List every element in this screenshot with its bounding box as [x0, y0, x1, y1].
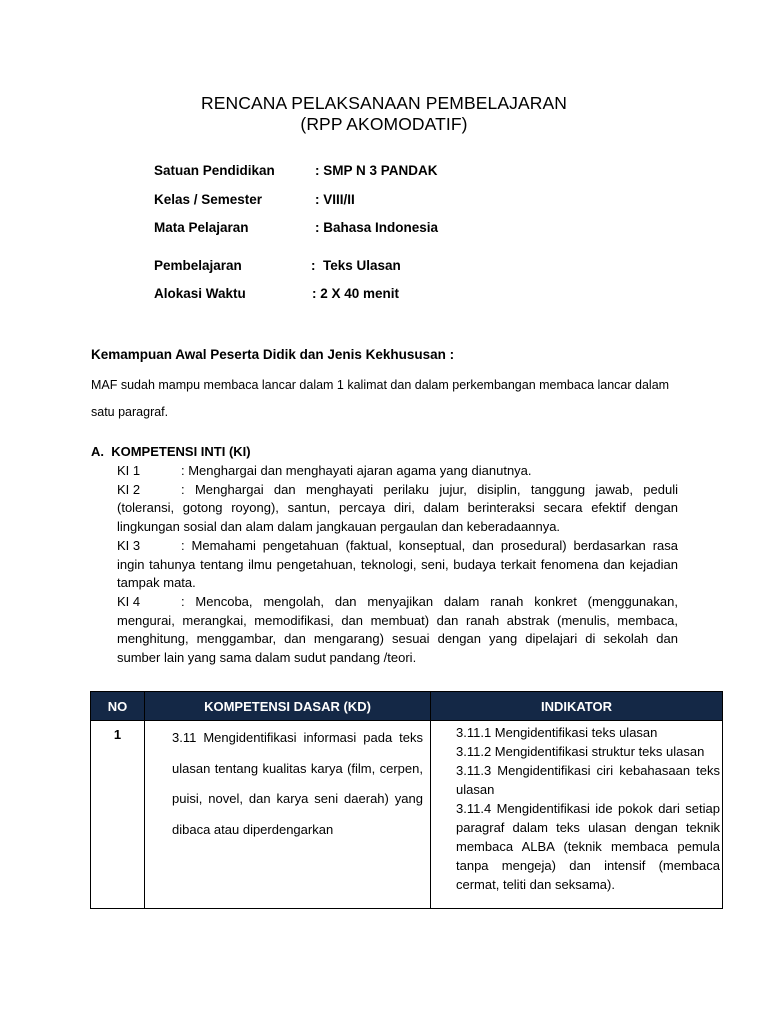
cell-indikator [431, 721, 723, 909]
ki-code: KI 1 [117, 463, 141, 478]
ki-item-4 [117, 593, 678, 668]
ki-text: : Mencoba, mengolah, dan menyajikan dalam ranah konkret (menggunakan, mengurai, merangkai, memodifikasi, dan membuat) dan ranah abstrak (menulis, membaca, menghitung, menggambar, dan mengarang) sesuai dengan yang dipelajari di sekolah dan sumber lain yang sama dalam sudut pandang /teori. [117, 593, 678, 666]
cell-kd: 3.11 Mengidentifikasi informasi pada teks ulasan tentang kualitas karya (film, cerpen, puisi, novel, dan karya seni daerah) yang dibaca atau diperdengarkan [145, 721, 431, 909]
table-header-row [91, 692, 723, 721]
identity-value: : Bahasa Indonesia [315, 220, 439, 235]
ki-item-1 [117, 462, 678, 481]
header-kd: KOMPETENSI DASAR (KD) [145, 692, 431, 721]
identity-value: : VIII/II [315, 192, 355, 207]
kemampuan-heading: Kemampuan Awal Peserta Didik dan Jenis Kekhususan : [91, 347, 455, 362]
ki-heading: A. KOMPETENSI INTI (KI) [91, 444, 251, 459]
ki-list [117, 462, 678, 668]
indikator-item: 3.11.4 Mengidentifikasi ide pokok dari setiap paragraf dalam teks ulasan dengan teknik membaca ALBA (teknik membaca pemula tanpa mengeja) dan intensif (membaca cermat, teliti dan seksama). [456, 801, 720, 892]
ki-text: : Menghargai dan menghayati perilaku jujur, disiplin, tanggung jawab, peduli (toleransi, gotong royong), santun, percaya diri, dalam berinteraksi secara efektif dengan lingkungan sosial dan alam dalam jangkauan pergaulan dan keberadaannya. [117, 481, 678, 535]
identity-label: Kelas / Semester [154, 192, 263, 207]
ki-item-2 [117, 481, 678, 537]
document-title [0, 93, 768, 135]
indikator-item: 3.11.3 Mengidentifikasi ciri kebahasaan teks ulasan [456, 763, 720, 797]
header-no: NO [91, 692, 145, 721]
title-line-2: (RPP AKOMODATIF) [300, 114, 468, 134]
identity-label: Alokasi Waktu [154, 286, 246, 301]
ki-item-3 [117, 537, 678, 593]
kemampuan-text: MAF sudah mampu membaca lancar dalam 1 kalimat dan dalam perkembangan membaca lancar dalam satu paragraf. [91, 378, 670, 419]
title-line-1: RENCANA PELAKSANAAN PEMBELAJARAN [201, 93, 567, 113]
ki-code: KI 2 [117, 481, 141, 497]
identity-value: : Teks Ulasan [311, 258, 401, 273]
indikator-item: 3.11.1 Mengidentifikasi teks ulasan [456, 725, 658, 740]
indikator-item: 3.11.2 Mengidentifikasi struktur teks ulasan [456, 744, 705, 759]
ki-text: : Menghargai dan menghayati ajaran agama yang dianutnya. [181, 463, 532, 478]
identity-value: : SMP N 3 PANDAK [315, 163, 438, 178]
identity-label: Pembelajaran [154, 258, 242, 273]
cell-no: 1 [91, 721, 145, 909]
header-indikator: INDIKATOR [431, 692, 723, 721]
ki-code: KI 4 [117, 593, 141, 609]
ki-text: : Memahami pengetahuan (faktual, konseptual, dan prosedural) berdasarkan rasa ingin tahunya tentang ilmu pengetahuan, teknologi, seni, budaya terkait fenomena dan kejadian tampak mata. [117, 537, 678, 591]
identity-label: Satuan Pendidikan [154, 163, 275, 178]
identity-value: : 2 X 40 menit [312, 286, 400, 301]
table-row [91, 721, 723, 909]
ki-code: KI 3 [117, 537, 141, 553]
identity-label: Mata Pelajaran [154, 220, 249, 235]
kd-table [90, 691, 723, 909]
